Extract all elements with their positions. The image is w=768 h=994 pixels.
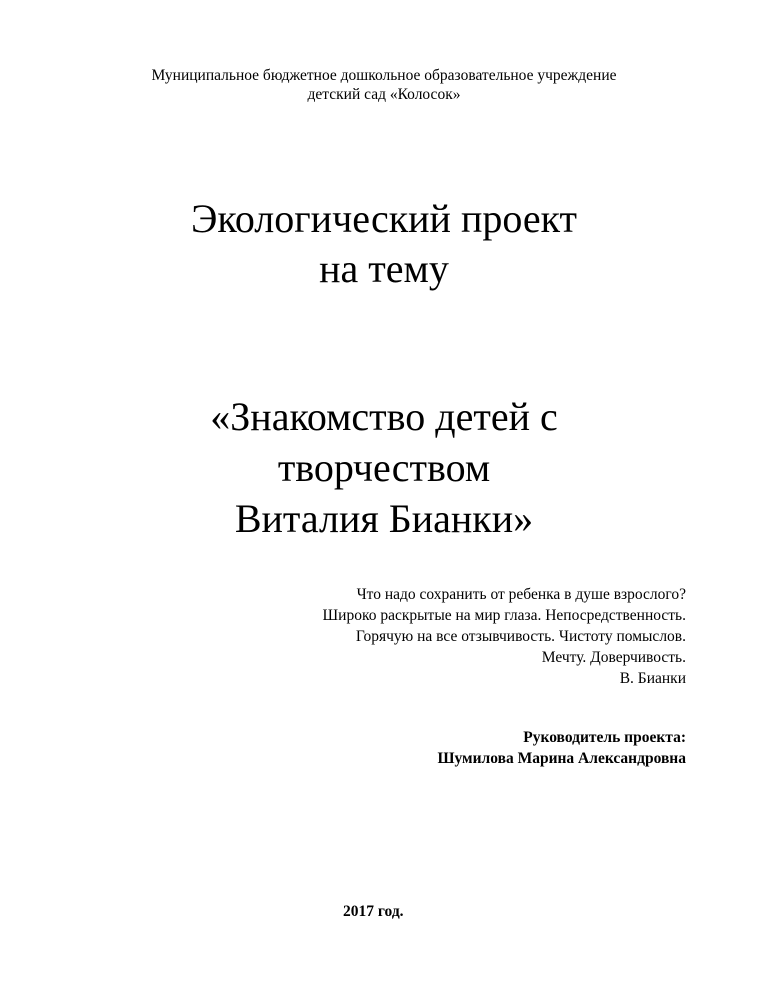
- document-title: [0, 194, 768, 294]
- leader-label: Руководитель проекта:: [523, 729, 686, 746]
- kindergarten-name: детский сад «Колосок»: [307, 86, 461, 103]
- subject-line-3: Виталия Бианки»: [234, 496, 534, 541]
- subject-line-2: творчеством: [277, 445, 491, 490]
- epigraph-line: Горячую на все отзывчивость. Чистоту помыслов.: [355, 628, 686, 645]
- institution-header: [0, 66, 768, 104]
- epigraph-line: Что надо сохранить от ребенка в душе взрослого?: [356, 586, 686, 603]
- institution-name: Муниципальное бюджетное дошкольное образовательное учреждение: [151, 67, 617, 84]
- project-subject: [0, 391, 768, 544]
- epigraph-line: Мечту. Доверчивость.: [541, 649, 686, 666]
- epigraph-line: Широко раскрытые на мир глаза. Непосредственность.: [322, 607, 686, 624]
- document-year: 2017 год.: [343, 903, 404, 920]
- leader-name: Шумилова Марина Александровна: [437, 750, 686, 767]
- title-line-2: на тему: [319, 246, 449, 291]
- epigraph: [186, 584, 686, 689]
- epigraph-author: В. Бианки: [619, 670, 686, 687]
- subject-line-1: «Знакомство детей с: [210, 394, 558, 439]
- project-leader: [186, 727, 686, 769]
- title-line-1: Экологический проект: [191, 196, 577, 241]
